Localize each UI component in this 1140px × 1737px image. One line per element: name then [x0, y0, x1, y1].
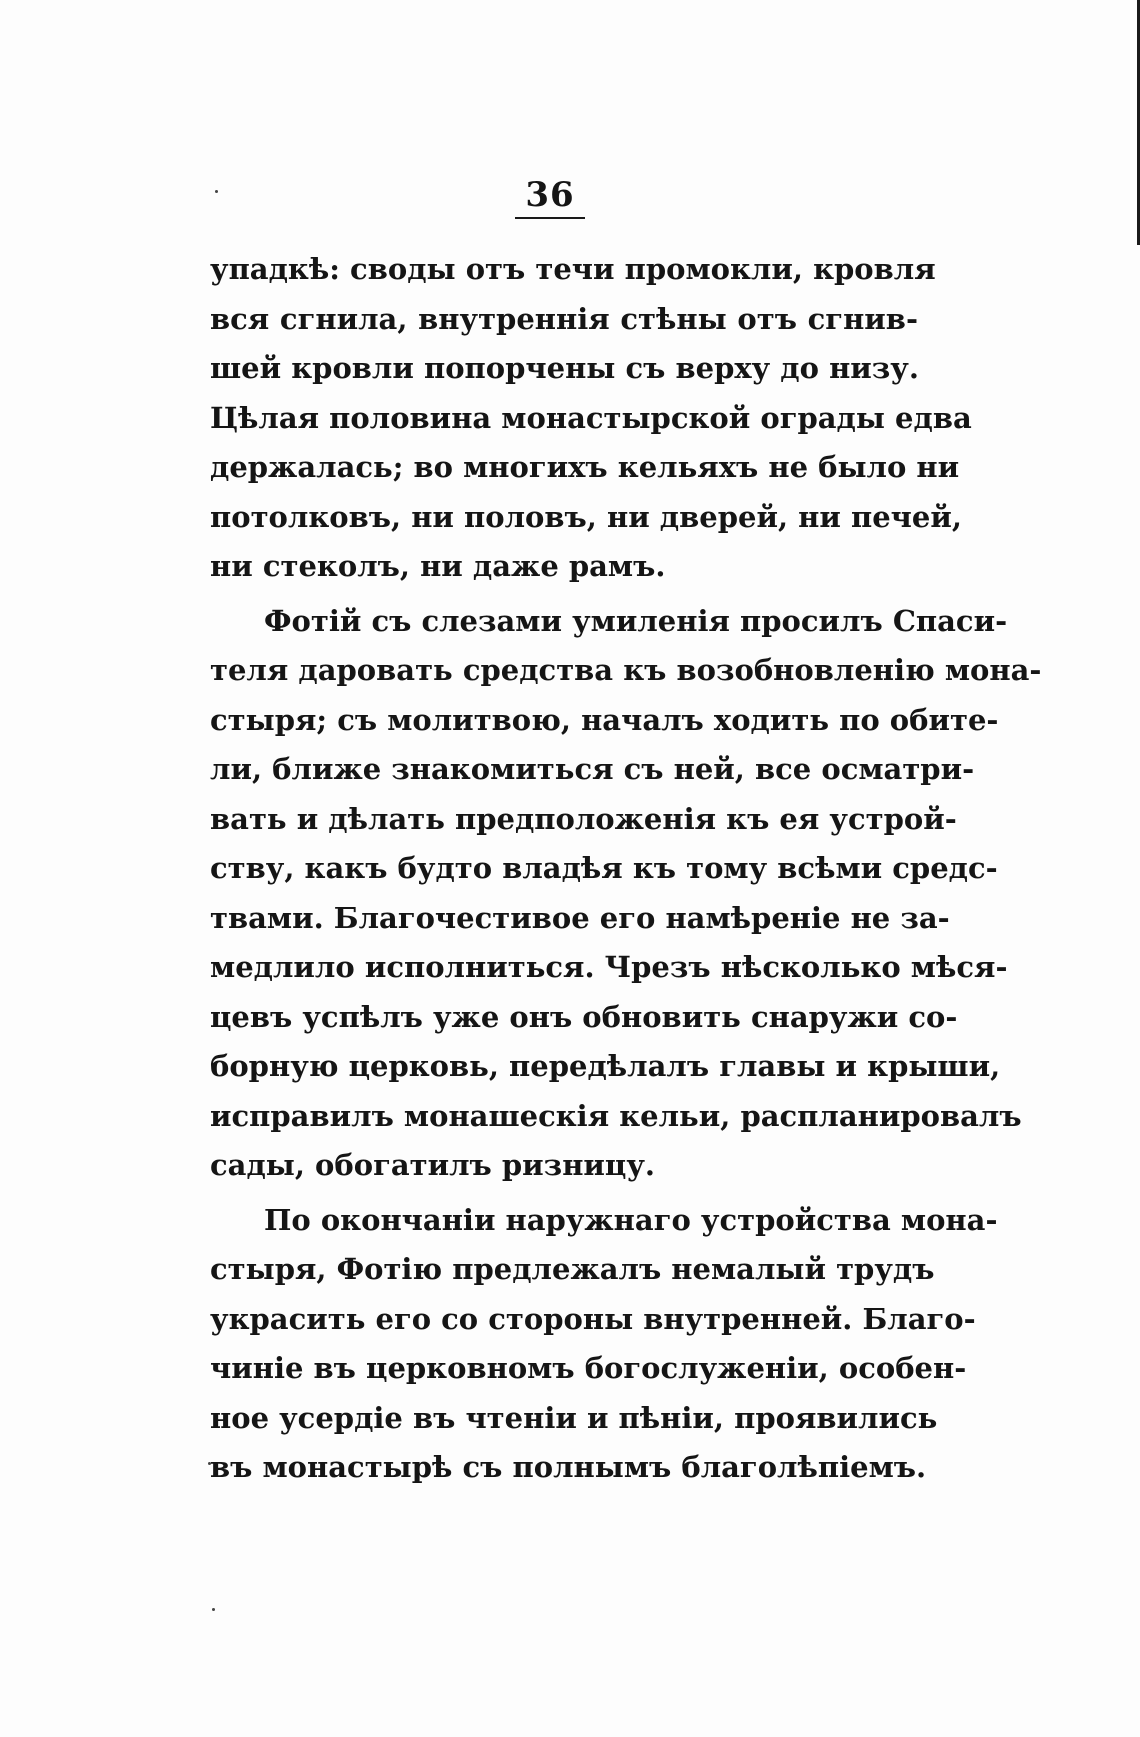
- text-line: чиніе въ церковномъ богослуженіи, особен-: [210, 1351, 967, 1385]
- text-line: Фотій съ слезами умиленія просилъ Спаси-: [264, 603, 1008, 638]
- text-line: ли, ближе знакомиться съ ней, все осматри-: [210, 752, 975, 786]
- text-line: въ монастырѣ съ полнымъ благолѣпіемъ.: [210, 1450, 927, 1484]
- text-line: медлило исполниться. Чрезъ нѣсколько мѣся-: [210, 950, 1008, 984]
- text-line: упадкѣ: своды отъ течи промокли, кровля: [210, 252, 936, 286]
- body-text: [210, 245, 1042, 1493]
- text-line: ное усердіе въ чтеніи и пѣніи, проявились: [210, 1400, 938, 1435]
- paragraph: [210, 245, 972, 592]
- text-line: украсить его со стороны внутренней. Благо-: [210, 1301, 976, 1336]
- text-line: По окончаніи наружнаго устройства мона-: [264, 1202, 998, 1237]
- paragraph: [210, 1196, 998, 1493]
- text-line: потолковъ, ни половъ, ни дверей, ни печей,: [210, 499, 962, 534]
- ink-speck: [212, 1608, 215, 1611]
- paragraph: [210, 597, 1042, 1191]
- text-line: вся сгнила, внутреннія стѣны отъ сгнив-: [210, 301, 918, 336]
- text-line: ству, какъ будто владѣя къ тому всѣми средс-: [210, 851, 998, 885]
- header-rule: [515, 217, 585, 219]
- text-line: борную церковь, передѣлалъ главы и крыши,: [210, 1049, 1001, 1083]
- text-line: стыря; съ молитвою, началъ ходить по обите-: [210, 702, 999, 737]
- text-line: Цѣлая половина монастырской ограды едва: [210, 400, 972, 435]
- text-line: шей кровли попорчены съ верху до низу.: [210, 351, 919, 385]
- page-header: [500, 175, 600, 219]
- ink-speck: [215, 190, 218, 193]
- text-line: ни стеколъ, ни даже рамъ.: [210, 549, 666, 583]
- text-line: твами. Благочестивое его намѣреніе не за-: [210, 900, 950, 935]
- text-line: сады, обогатилъ ризницу.: [210, 1148, 656, 1182]
- page-number: 36: [525, 175, 575, 215]
- text-line: исправилъ монашескія кельи, распланировалъ: [210, 1098, 1022, 1133]
- text-line: держалась; во многихъ кельяхъ не было ни: [210, 450, 960, 484]
- text-line: теля даровать средства къ возобновленію мона-: [210, 653, 1042, 687]
- text-line: вать и дѣлать предположенія къ ея устрой-: [210, 801, 957, 836]
- text-line: цевъ успѣлъ уже онъ обновить снаружи со-: [210, 999, 958, 1034]
- text-line: стыря, Фотію предлежалъ немалый трудъ: [210, 1252, 935, 1286]
